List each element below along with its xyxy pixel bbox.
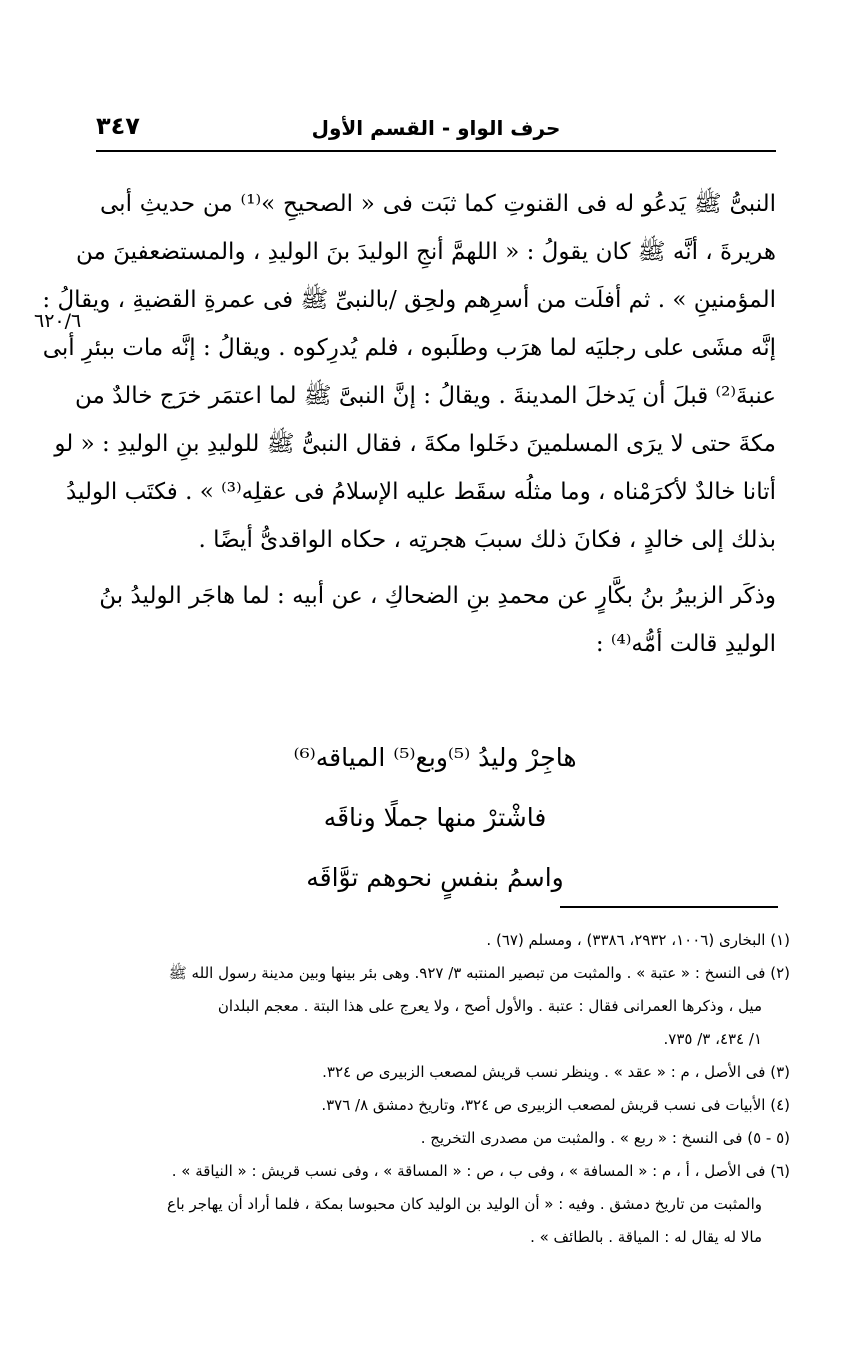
text-line: الوليدِ قالت أمُّه⁽⁴⁾ : (595, 631, 776, 657)
poem-verse: فاشْترْ منها جملًا وناقَه (323, 803, 547, 832)
footnote-line: (١) البخارى (١٠٠٦، ٢٩٣٢، ٣٣٨٦) ، ومسلم (٦٧) . (486, 931, 790, 949)
text-line: إنَّه مشَى على رجليَه لما هرَب وطلَبوه ، فلم يُدرِكوه . ويقالُ : إنَّه مات ببئرِ أبى (42, 335, 776, 361)
footnote-line: (٤) الأبيات فى نسب قريش لمصعب الزبيرى ص ٣٢٤، وتاريخ دمشق ٨/ ٣٧٦. (321, 1096, 790, 1114)
poem-verse: هاجِرْ وليدُ ⁽⁵⁾وبع⁽⁵⁾ المياقه⁽⁶⁾ (293, 743, 577, 772)
text-line: أتانا خالدٌ لأكرَمْناه ، وما مثلُه سقَط عليه الإسلامُ فى عقلِه⁽³⁾ » . فكتَب الوليدُ (65, 479, 776, 505)
page-number: ٣٤٧ (96, 112, 140, 140)
text-line: النبىُّ ﷺ يَدعُو له فى القنوتِ كما ثبَت فى « الصحيحِ »⁽¹⁾ من حديثِ أبى (100, 191, 776, 217)
margin-reference: ٦٢٠/٦ (34, 310, 82, 332)
footnote-line: (٦) فى الأصل ، أ ، م : « المسافة » ، وفى ب ، ص : « المساقة » ، وفى نسب قريش : « النياقة » . (171, 1162, 790, 1180)
header-title: حرف الواو - القسم الأول (311, 116, 561, 140)
text-line: مكةَ حتى لا يرَى المسلمينَ دخَلوا مكةَ ، فقال النبىُّ ﷺ للوليدِ بنِ الوليدِ : « لو (54, 431, 776, 457)
footnotes (100, 924, 790, 1254)
footnote-line: (٣) فى الأصل ، م : « عقد » . وينظر نسب قريش لمصعب الزبيرى ص ٣٢٤. (322, 1063, 790, 1081)
footnote-line: (٢) فى النسخ : « عتبة » . والمثبت من تبصير المنتبه ٣/ ٩٢٧. وهى بئر بينها وبين مدينة رسول الله ﷺ (168, 964, 790, 982)
text-line: عنبةَ⁽²⁾ قبلَ أن يَدخلَ المدينةَ . ويقالُ : إنَّ النبىَّ ﷺ لما اعتمَر خرَج خالدٌ من (74, 383, 776, 409)
running-header (96, 106, 776, 152)
footnote-line: ميل ، وذكرها العمرانى فقال : عتبة . والأول أصح ، ولا يعرج على هذا البتة . معجم البلدان (217, 997, 762, 1015)
text-line: وذكَر الزبيرُ بنُ بكَّارٍ عن محمدِ بنِ الضحاكِ ، عن أبيه : لما هاجَر الوليدُ بنُ (99, 583, 776, 609)
poem-verse: واسمُ بنفسٍ نحوهم توَّاقَه (306, 863, 564, 892)
text-line: هريرةَ ، أنَّه ﷺ كان يقولُ : « اللهمَّ أنجِ الوليدَ بنَ الوليدِ ، والمستضعفينَ من (76, 239, 776, 265)
footnote-line: ١/ ٤٣٤، ٣/ ٧٣٥. (663, 1030, 762, 1048)
text-line: بذلك إلى خالدٍ ، فكانَ ذلك سببَ هجرتِه ، حكاه الواقدىُّ أيضًا . (198, 527, 776, 553)
footnote-divider (560, 906, 778, 908)
footnote-line: والمثبت من تاريخ دمشق . وفيه : « أن الوليد بن الوليد كان محبوسا بمكة ، فلما أراد أن يهاجر باع (167, 1195, 762, 1213)
poem (200, 728, 670, 908)
text-line: المؤمنينِ » . ثم أفلَت من أسرِهم ولحِق /بالنبىِّ ﷺ فى عمرةِ القضيةِ ، ويقالُ : (42, 287, 776, 313)
footnote-line: (٥ - ٥) فى النسخ : « ربع » . والمثبت من مصدرى التخريج . (420, 1129, 790, 1147)
footnote-line: مالا له يقال له : المياقة . بالطائف » . (530, 1228, 762, 1246)
